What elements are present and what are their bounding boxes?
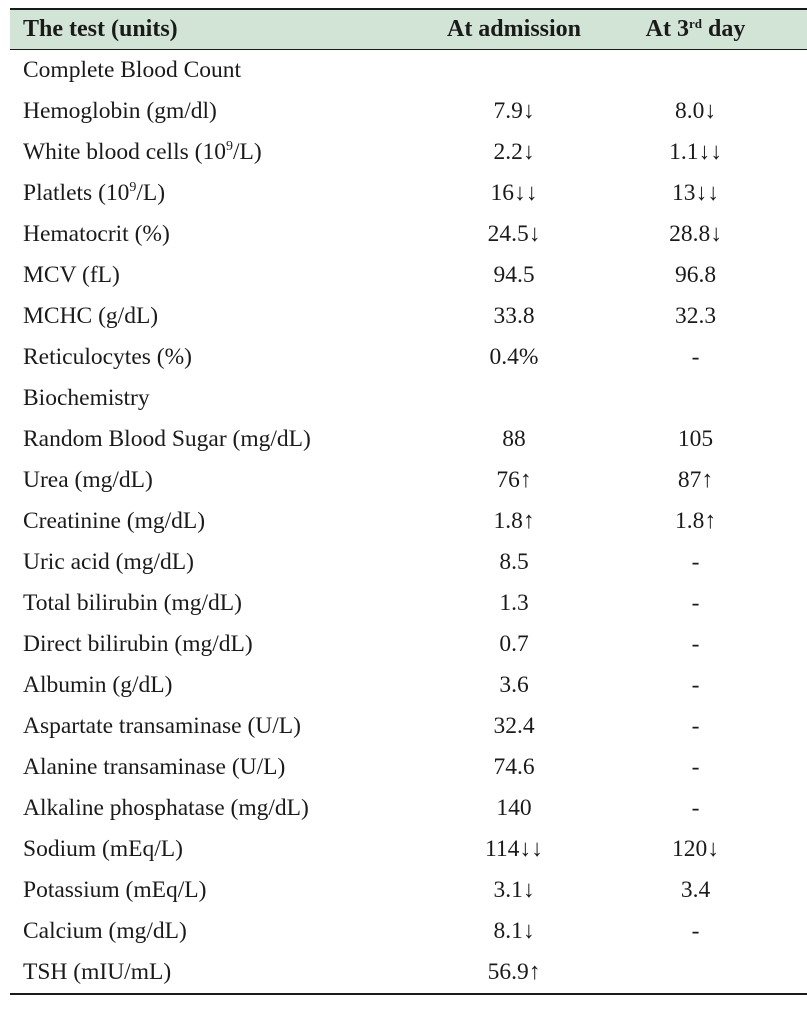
test-name-cell: Calcium (mg/dL) <box>23 918 187 944</box>
day3-value-cell: 28.8↓ <box>669 221 722 247</box>
table-row <box>10 296 807 337</box>
admission-value-cell: 114↓↓ <box>485 836 543 862</box>
admission-value-cell: 76↑ <box>496 467 532 493</box>
admission-value-cell: 0.7 <box>499 631 529 657</box>
table-row <box>10 911 807 952</box>
test-name-cell: Direct bilirubin (mg/dL) <box>23 631 253 657</box>
section-label: Biochemistry <box>23 385 150 411</box>
header-at-admission: At admission <box>446 16 582 42</box>
test-name-cell: Uric acid (mg/dL) <box>23 549 194 575</box>
table-row <box>10 952 807 993</box>
table-row <box>10 583 807 624</box>
table-row <box>10 542 807 583</box>
admission-value-cell: 94.5 <box>493 262 535 288</box>
table-row <box>10 788 807 829</box>
header-day3-sup: rd <box>688 16 702 31</box>
admission-value-cell: 0.4% <box>489 344 539 370</box>
admission-value-cell: 1.8↑ <box>493 508 535 534</box>
test-name-cell: Albumin (g/dL) <box>23 672 173 698</box>
table-row <box>10 624 807 665</box>
test-name-cell: Aspartate transaminase (U/L) <box>23 713 301 739</box>
test-name-cell: Alanine transaminase (U/L) <box>23 754 286 780</box>
day3-value-cell: - <box>691 713 700 739</box>
test-name-cell: Random Blood Sugar (mg/dL) <box>23 426 311 452</box>
test-name-cell: Potassium (mEq/L) <box>23 877 207 903</box>
test-name-suffix: /L) <box>232 139 262 165</box>
test-name-cell: MCHC (g/dL) <box>23 303 159 329</box>
table-row <box>10 419 807 460</box>
section-label: Complete Blood Count <box>23 57 242 83</box>
header-at-3rd-day <box>588 16 803 43</box>
test-name-cell: Reticulocytes (%) <box>23 344 193 370</box>
table-row <box>10 665 807 706</box>
table-row <box>10 91 807 132</box>
test-name-prefix: Platlets (10 <box>23 180 130 206</box>
admission-value-cell: 33.8 <box>493 303 535 329</box>
day3-value-cell: 120↓ <box>672 836 719 862</box>
admission-value-cell: 16↓↓ <box>490 180 538 206</box>
table-bottom-rule <box>10 993 807 995</box>
test-name-cell: Hematocrit (%) <box>23 221 170 247</box>
test-name-cell <box>10 139 440 166</box>
admission-value-cell: 8.5 <box>499 549 529 575</box>
day3-value-cell: 13↓↓ <box>672 180 719 206</box>
day3-value-cell: - <box>691 672 700 698</box>
day3-value-cell: - <box>691 754 700 780</box>
table-row <box>10 501 807 542</box>
day3-value-cell: 96.8 <box>674 262 717 288</box>
day3-value-cell: 105 <box>677 426 714 452</box>
admission-value-cell: 74.6 <box>493 754 535 780</box>
test-name-exponent: 9 <box>225 139 233 155</box>
admission-value-cell: 140 <box>496 795 532 821</box>
test-name-cell: Total bilirubin (mg/dL) <box>23 590 242 616</box>
header-day3-prefix: At 3 <box>645 16 689 42</box>
admission-value-cell: 7.9↓ <box>493 98 535 124</box>
admission-value-cell: 3.6 <box>499 672 529 698</box>
section-row <box>10 378 807 419</box>
admission-value-cell: 2.2↓ <box>493 139 535 165</box>
admission-value-cell: 3.1↓ <box>493 877 535 903</box>
table-row <box>10 829 807 870</box>
test-name-cell: Alkaline phosphatase (mg/dL) <box>23 795 309 821</box>
test-name-cell: Urea (mg/dL) <box>23 467 153 493</box>
admission-value-cell: 88 <box>502 426 526 452</box>
header-day3-suffix: day <box>701 16 746 42</box>
admission-value-cell: 56.9↑ <box>487 959 541 985</box>
table-body <box>10 50 807 993</box>
day3-value-cell: 8.0↓ <box>674 98 717 124</box>
lab-results-table <box>10 8 807 995</box>
admission-value-cell: 8.1↓ <box>493 918 535 944</box>
test-name-cell: Creatinine (mg/dL) <box>23 508 206 534</box>
table-header-row <box>10 10 807 50</box>
day3-value-cell: 1.1↓↓ <box>669 139 722 165</box>
day3-value-cell: 3.4 <box>680 877 711 903</box>
table-row <box>10 173 807 214</box>
test-name-cell: MCV (fL) <box>23 262 120 288</box>
day3-value-cell: - <box>691 795 700 821</box>
header-test-units: The test (units) <box>23 16 178 42</box>
day3-value-cell: 32.3 <box>674 303 717 329</box>
day3-value-cell: 1.8↑ <box>674 508 717 534</box>
table-row <box>10 747 807 788</box>
admission-value-cell: 24.5↓ <box>487 221 541 247</box>
test-name-cell: Hemoglobin (gm/dl) <box>23 98 217 124</box>
day3-value-cell: - <box>691 549 700 575</box>
day3-value-cell: - <box>691 344 700 370</box>
day3-value-cell: - <box>691 631 700 657</box>
table-row <box>10 214 807 255</box>
test-name-prefix: White blood cells (10 <box>23 139 226 165</box>
table-row <box>10 460 807 501</box>
day3-value-cell: - <box>691 918 700 944</box>
test-name-cell: TSH (mIU/mL) <box>23 959 172 985</box>
table-row <box>10 870 807 911</box>
table-row <box>10 255 807 296</box>
test-name-cell <box>10 180 440 207</box>
test-name-suffix: /L) <box>136 180 166 206</box>
day3-value-cell: 87↑ <box>677 467 714 493</box>
table-row <box>10 337 807 378</box>
day3-value-cell: - <box>691 590 700 616</box>
section-row <box>10 50 807 91</box>
table-row <box>10 706 807 747</box>
test-name-exponent: 9 <box>129 180 137 196</box>
admission-value-cell: 32.4 <box>493 713 535 739</box>
table-row <box>10 132 807 173</box>
test-name-cell: Sodium (mEq/L) <box>23 836 183 862</box>
admission-value-cell: 1.3 <box>499 590 529 616</box>
